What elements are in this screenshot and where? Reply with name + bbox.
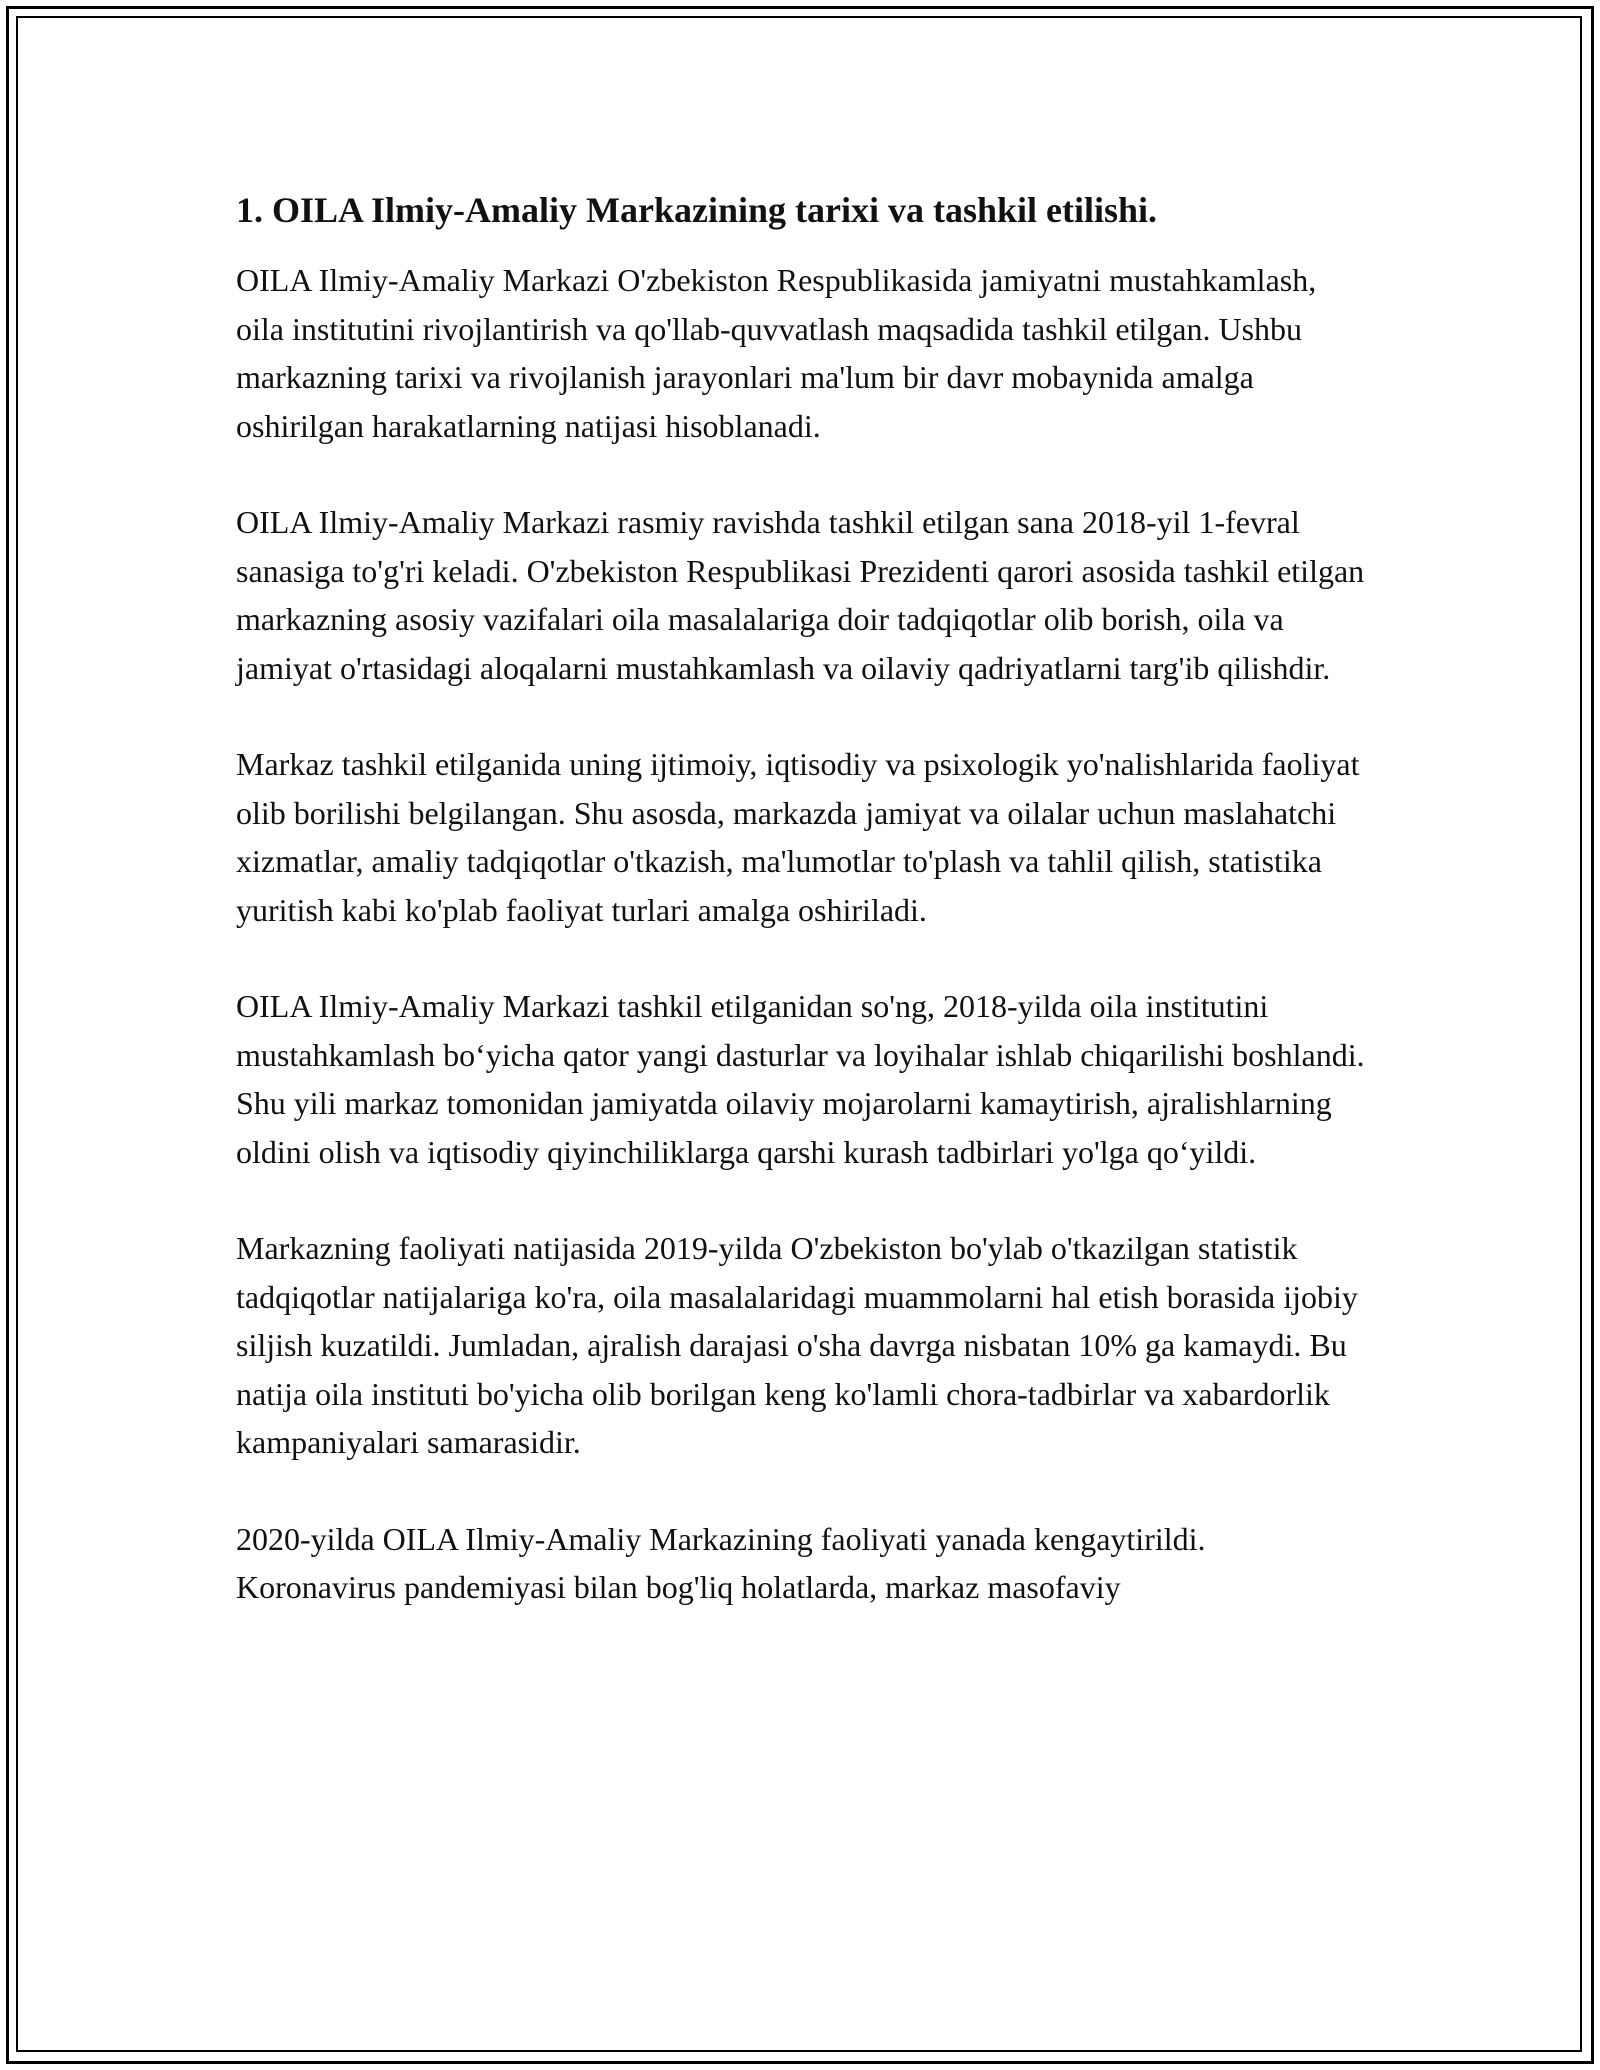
paragraph-4: OILA Ilmiy-Amaliy Markazi tashkil etilganidan so'ng, 2018-yilda oila institutini mustahkamlash bo‘yicha qator yangi dasturlar va loyihalar ishlab chiqarilishi boshlandi. Shu yili markaz tomonidan jamiyatda oilaviy mojarolarni kamaytirish, ajralishlarning oldini olish va iqtisodiy qiyinchiliklarga qarshi kurash tadbirlari yo'lga qo‘yildi. (236, 988, 1365, 1170)
section-heading: 1. OILA Ilmiy-Amaliy Markazining tarixi va tashkil etilishi. (236, 190, 1158, 230)
paragraph-2: OILA Ilmiy-Amaliy Markazi rasmiy ravishda tashkil etilgan sana 2018-yil 1-fevral sanasiga to'g'ri keladi. O'zbekiston Respublikasi Prezidenti qarori asosida tashkil etilgan markazning asosiy vazifalari oila masalalariga doir tadqiqotlar olib borish, oila va jamiyat o'rtasidagi aloqalarni mustahkamlash va oilaviy qadriyatlarni targ'ib qilishdir. (236, 504, 1365, 686)
paragraph-6: 2020-yilda OILA Ilmiy-Amaliy Markazining faoliyati yanada kengaytirildi. Koronavirus pandemiyasi bilan bog'liq holatlarda, markaz masofaviy (236, 1520, 1206, 1605)
document-body (236, 186, 1366, 1660)
paragraph-5: Markazning faoliyati natijasida 2019-yilda O'zbekiston bo'ylab o'tkazilgan statistik tadqiqotlar natijalariga ko'ra, oila masalalaridagi muammolarni hal etish borasida ijobiy siljish kuzatildi. Jumladan, ajralish darajasi o'sha davrga nisbatan 10% ga kamaydi. Bu natija oila instituti bo'yicha olib borilgan keng ko'lamli chora-tadbirlar va xabardorlik kampaniyalari samarasidir. (236, 1230, 1358, 1460)
paragraph-1: OILA Ilmiy-Amaliy Markazi O'zbekiston Respublikasida jamiyatni mustahkamlash, oila institutini rivojlantirish va qo'llab-quvvatlash maqsadida tashkil etilgan. Ushbu markazning tarixi va rivojlanish jarayonlari ma'lum bir davr mobaynida amalga oshirilgan harakatlarning natijasi hisoblanadi. (236, 262, 1317, 444)
paragraph-3: Markaz tashkil etilganida uning ijtimoiy, iqtisodiy va psixologik yo'nalishlarida faoliyat olib borilishi belgilangan. Shu asosda, markazda jamiyat va oilalar uchun maslahatchi xizmatlar, amaliy tadqiqotlar o'tkazish, ma'lumotlar to'plash va tahlil qilish, statistika yuritish kabi ko'plab faoliyat turlari amalga oshiriladi. (236, 746, 1360, 928)
